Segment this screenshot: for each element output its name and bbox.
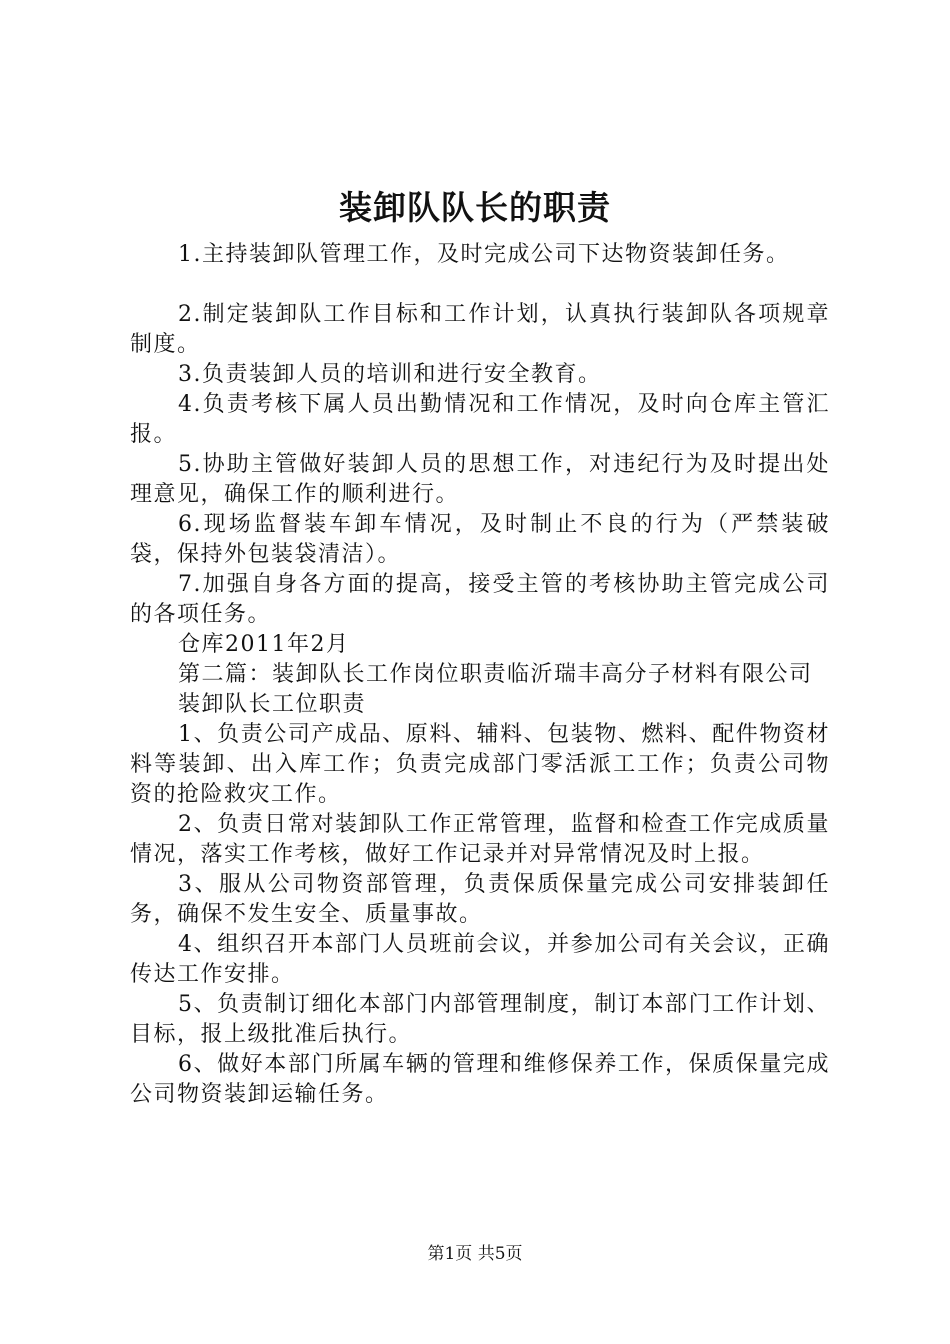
paragraph-responsibility-6: 6、做好本部门所属车辆的管理和维修保养工作，保质保量完成公司物资装卸运输任务。 <box>130 1052 830 1107</box>
paragraph-duty-3: 3.负责装卸人员的培训和进行安全教育。 <box>178 362 602 387</box>
paragraph-duty-5: 5.协助主管做好装卸人员的思想工作，对违纪行为及时提出处理意见，确保工作的顺利进行。 <box>130 452 830 507</box>
paragraph-gap <box>130 270 830 300</box>
paragraph-responsibility-1: 1、负责公司产成品、原料、辅料、包装物、燃料、配件物资材料等装卸、出入库工作；负责完成部门零活派工工作；负责公司物资的抢险救灾工作。 <box>130 722 830 807</box>
paragraph-duty-7: 7.加强自身各方面的提高，接受主管的考核协助主管完成公司的各项任务。 <box>130 572 830 627</box>
paragraph-section-two-heading: 第二篇：装卸队长工作岗位职责临沂瑞丰高分子材料有限公司 <box>178 662 813 687</box>
paragraph-responsibility-5: 5、负责制订细化本部门内部管理制度，制订本部门工作计划、目标，报上级批准后执行。 <box>130 992 830 1047</box>
paragraph-signature-date: 仓库2011年2月 <box>178 632 350 657</box>
document-body <box>130 240 830 1110</box>
paragraph-responsibility-2: 2、负责日常对装卸队工作正常管理，监督和检查工作完成质量情况，落实工作考核，做好工作记录并对异常情况及时上报。 <box>130 812 830 867</box>
paragraph-duty-1: 1.主持装卸队管理工作，及时完成公司下达物资装卸任务。 <box>178 242 790 267</box>
paragraph-section-two-subtitle: 装卸队长工位职责 <box>178 692 367 717</box>
page-footer: 第1页 共5页 <box>427 1244 523 1264</box>
paragraph-duty-2: 2.制定装卸队工作目标和工作计划，认真执行装卸队各项规章制度。 <box>130 302 830 357</box>
document-title: 装卸队队长的职责 <box>339 188 611 227</box>
paragraph-duty-6: 6.现场监督装车卸车情况，及时制止不良的行为（严禁装破袋，保持外包装袋清洁）。 <box>130 512 830 567</box>
paragraph-responsibility-3: 3、服从公司物资部管理，负责保质保量完成公司安排装卸任务，确保不发生安全、质量事故。 <box>130 872 830 927</box>
paragraph-duty-4: 4.负责考核下属人员出勤情况和工作情况，及时向仓库主管汇报。 <box>130 392 830 447</box>
paragraph-responsibility-4: 4、组织召开本部门人员班前会议，并参加公司有关会议，正确传达工作安排。 <box>130 932 830 987</box>
